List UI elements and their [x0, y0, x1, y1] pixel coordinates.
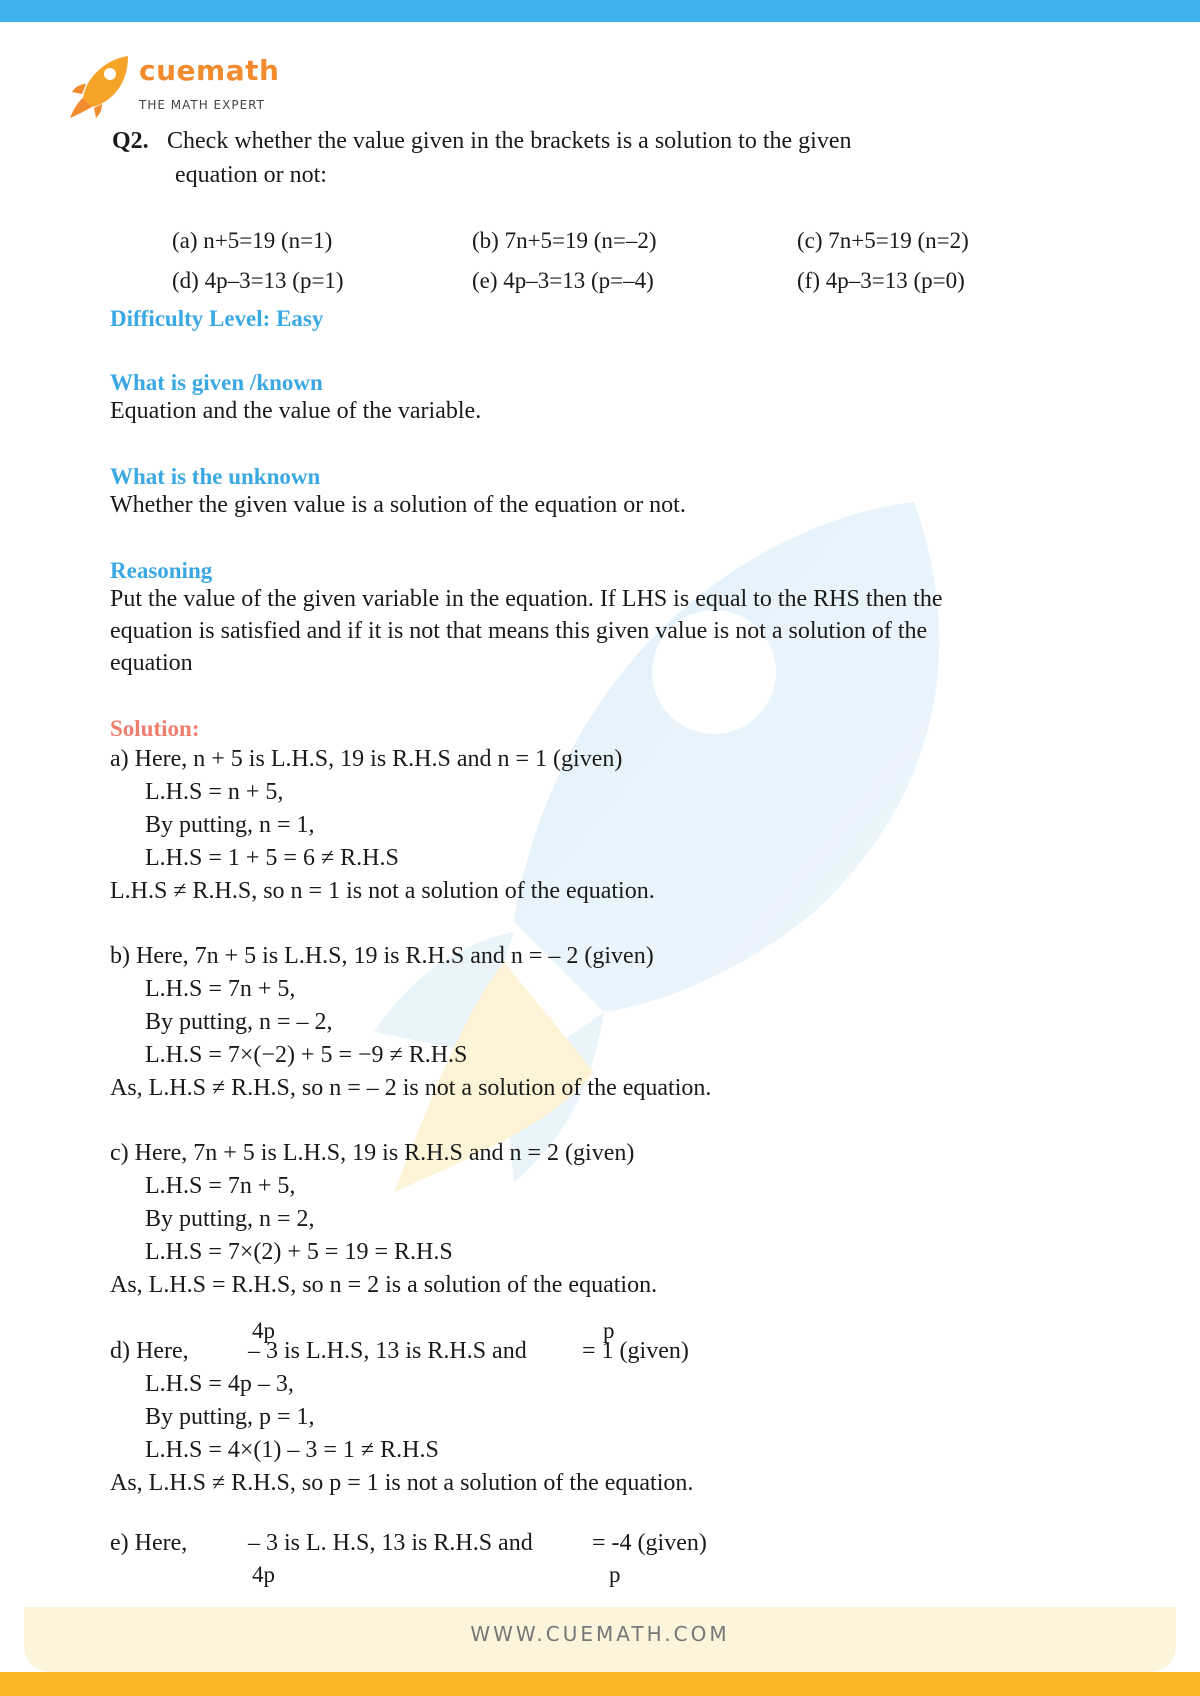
option-d: (d) 4p–3=13 (p=1)	[172, 268, 344, 293]
option-e: (e) 4p–3=13 (p=–4)	[472, 268, 654, 293]
solution-c-line2: L.H.S = 7n + 5,	[145, 1173, 296, 1199]
reasoning-line2: equation is satisfied and if it is not that means this given value is not a solution of the	[110, 618, 928, 644]
solution-d-var-top: p	[603, 1318, 615, 1343]
option-c: (c) 7n+5=19 (n=2)	[797, 228, 969, 253]
solution-b-conclusion: As, L.H.S ≠ R.H.S, so n = – 2 is not a solution of the equation.	[110, 1075, 712, 1101]
solution-d-line3: By putting, p = 1,	[145, 1404, 315, 1430]
solution-e-var-bottom: p	[609, 1562, 621, 1587]
question-text-line2: equation or not:	[175, 162, 327, 188]
solution-b-line3: By putting, n = – 2,	[145, 1009, 333, 1035]
solution-d-conclusion: As, L.H.S ≠ R.H.S, so p = 1 is not a solution of the equation.	[110, 1470, 694, 1496]
solution-d-lhs-top: 4p	[252, 1318, 275, 1343]
reasoning-line3: equation	[110, 650, 193, 676]
solution-d-lhs-rest: – 3 is L.H.S, 13 is R.H.S and	[248, 1338, 527, 1364]
solution-c-line1: c) Here, 7n + 5 is L.H.S, 19 is R.H.S and n = 2 (given)	[110, 1140, 635, 1166]
solution-a-conclusion: L.H.S ≠ R.H.S, so n = 1 is not a solution of the equation.	[110, 878, 655, 904]
cuemath-rocket-logo-icon	[66, 52, 136, 122]
solution-c-conclusion: As, L.H.S = R.H.S, so n = 2 is a solution of the equation.	[110, 1272, 658, 1298]
bottom-frame-band	[0, 1672, 1200, 1696]
solution-e-label: e) Here,	[110, 1530, 188, 1556]
option-a: (a) n+5=19 (n=1)	[172, 228, 333, 253]
solution-a-line1: a) Here, n + 5 is L.H.S, 19 is R.H.S and n = 1 (given)	[110, 746, 623, 772]
solution-b-line2: L.H.S = 7n + 5,	[145, 976, 296, 1002]
difficulty-level: Difficulty Level: Easy	[110, 306, 324, 331]
solution-d-line4: L.H.S = 4×(1) – 3 = 1 ≠ R.H.S	[145, 1437, 439, 1463]
solution-b-line1: b) Here, 7n + 5 is L.H.S, 19 is R.H.S and n = – 2 (given)	[110, 943, 654, 969]
solution-d-var-rest: = 1 (given)	[582, 1338, 689, 1364]
solution-e-var-rest: = -4 (given)	[592, 1530, 707, 1556]
brand-name: cuemath	[139, 54, 280, 87]
question-number: Q2.	[112, 128, 149, 154]
document-page	[24, 22, 1176, 1672]
solution-d-label: d) Here,	[110, 1338, 189, 1364]
solution-e-lhs-rest: – 3 is L. H.S, 13 is R.H.S and	[248, 1530, 533, 1556]
brand-tagline: THE MATH EXPERT	[139, 98, 265, 112]
solution-a-line4: L.H.S = 1 + 5 = 6 ≠ R.H.S	[145, 845, 399, 871]
solution-c-line4: L.H.S = 7×(2) + 5 = 19 = R.H.S	[145, 1239, 453, 1265]
option-b: (b) 7n+5=19 (n=–2)	[472, 228, 657, 253]
option-f: (f) 4p–3=13 (p=0)	[797, 268, 965, 293]
question-text-line1: Check whether the value given in the brackets is a solution to the given	[167, 128, 852, 154]
unknown-heading: What is the unknown	[110, 464, 321, 489]
reasoning-line1: Put the value of the given variable in the equation. If LHS is equal to the RHS then the	[110, 586, 943, 612]
solution-heading: Solution:	[110, 716, 200, 741]
footer-url: WWW.CUEMATH.COM	[470, 1622, 730, 1646]
solution-b-line4: L.H.S = 7×(−2) + 5 = −9 ≠ R.H.S	[145, 1042, 468, 1068]
top-frame-band	[0, 0, 1200, 22]
solution-d-line2: L.H.S = 4p – 3,	[145, 1371, 294, 1397]
solution-e-lhs-bottom: 4p	[252, 1562, 275, 1587]
solution-c-line3: By putting, n = 2,	[145, 1206, 315, 1232]
unknown-text: Whether the given value is a solution of the equation or not.	[110, 492, 686, 518]
given-heading: What is given /known	[110, 370, 323, 395]
solution-a-line3: By putting, n = 1,	[145, 812, 315, 838]
solution-a-line2: L.H.S = n + 5,	[145, 779, 284, 805]
given-text: Equation and the value of the variable.	[110, 398, 482, 424]
reasoning-heading: Reasoning	[110, 558, 213, 583]
